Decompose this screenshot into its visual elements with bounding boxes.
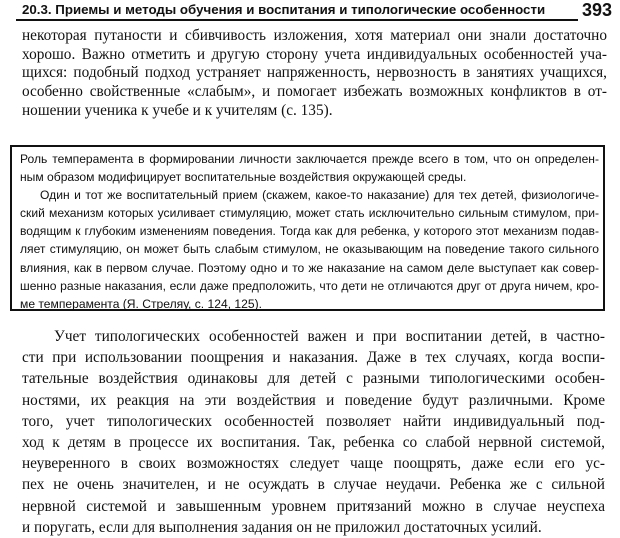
- text-line: сти при использовании поощрения и наказания. Даже в тех случаях, когда воспи-: [22, 349, 605, 367]
- quote-line: ме темперамента (Я. Стреляу, с. 124, 125).: [20, 296, 262, 311]
- quote-line: ский механизм которых усиливает стимуляцию, может стать исключительно сильным стимулом, при-: [20, 206, 599, 221]
- quote-box: [10, 145, 605, 311]
- quote-line: шенно разные наказания, если даже предположить, что дети не отличаются друг от друга ничем, кро-: [20, 278, 599, 293]
- quote-line: Один и тот же воспитательный прием (скажем, какое-то наказание) для тех детей, физиологиче-: [40, 188, 599, 203]
- quote-line: Роль темперамента в формировании личности заключается прежде всего в том, что он определен-: [20, 152, 599, 166]
- quote-line: влияния, как в первом случае. Поэтому одно и то же наказание на самом деле выступает как совер-: [20, 260, 599, 275]
- text-line: хорошо. Важно отметить и другую сторону учета индивидуальных особенностей уча-: [22, 45, 607, 63]
- header-rule: [16, 19, 578, 21]
- text-line: ностями, их реакция на эти воздействия и поведение будут различными. Кроме: [22, 391, 605, 409]
- running-header: [0, 0, 620, 20]
- section-title: 20.3. Приемы и методы обучения и воспитания и типологические особенности: [22, 2, 546, 17]
- text-line: пех не очень значителен, и не осуждать в случае неудачи. Ребенка же с сильной: [22, 476, 605, 494]
- text-line: тательные воздействия одинаковы для детей с разными типологическими особен-: [22, 370, 605, 388]
- text-line: ношении ученика к учебе и к учителям (с. 135).: [22, 101, 333, 119]
- text-line: и поругать, если для выполнения задания он не приложил достаточных усилий.: [22, 518, 542, 536]
- text-line: того, учет типологических особенностей позволяет найти индивидуальный под-: [22, 412, 605, 430]
- text-line: особенно свойственные «слабым», и помогает избежать возможных конфликтов в от-: [22, 83, 607, 101]
- text-line: Учет типологических особенностей важен и при воспитании детей, в частно-: [54, 328, 605, 345]
- quote-text: [20, 150, 599, 313]
- text-line: нервной системой и завышенным уровнем притязаний можно в случае неуспеха: [22, 497, 605, 515]
- text-line: ход к детям в процессе их воспитания. Так, ребенка со слабой нервной системой,: [22, 433, 605, 451]
- quote-line: ным образом модифицирует воспитательные воздействия окружающей среды.: [20, 170, 467, 185]
- paragraph-top: [22, 27, 607, 120]
- text-line: щихся: подобный подход устраняет напряженность, нервозность в занятиях учащихся,: [22, 64, 607, 82]
- text-line: некоторая путаности и сбивчивость изложения, хотя материал они знали достаточно: [22, 27, 607, 44]
- paragraph-bottom: [22, 326, 605, 538]
- quote-line: ляет стимуляцию, он может быть слабым стимулом, не оказывающим на поведение такого сильного: [20, 242, 599, 257]
- page-number: 393: [581, 0, 612, 20]
- text-line: неуверенного в своих возможностях следует чаще поощрять, даже если его ус-: [22, 455, 605, 473]
- quote-line: водящим к глубоким изменениям поведения. Тогда как для ребенка, у которого этот механизм подав-: [20, 224, 599, 239]
